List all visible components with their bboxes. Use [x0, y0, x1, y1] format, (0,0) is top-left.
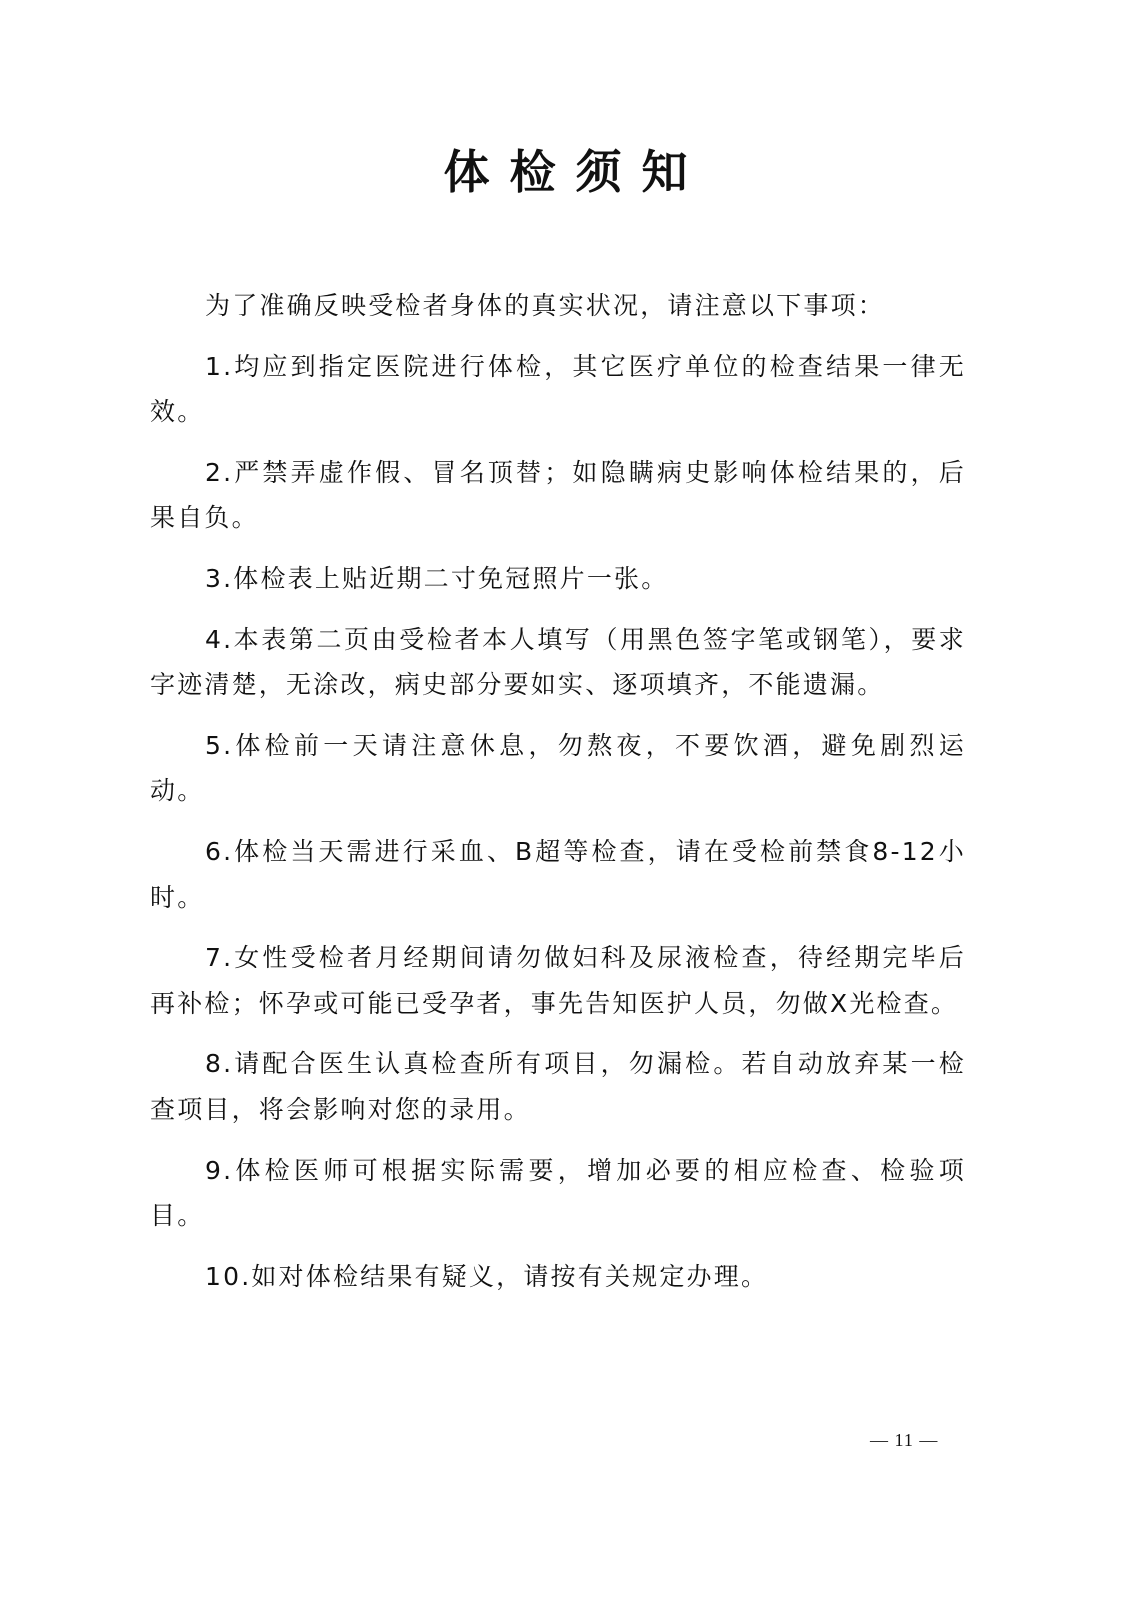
- notice-item-9: 9.体检医师可根据实际需要，增加必要的相应检查、检验项目。: [150, 1155, 966, 1231]
- notice-item-4: 4.本表第二页由受检者本人填写（用黑色签字笔或钢笔），要求字迹清楚，无涂改，病史部分要如实、逐项填齐，不能遗漏。: [150, 624, 966, 700]
- intro-paragraph: 为了准确反映受检者身体的真实状况，请注意以下事项：: [205, 291, 886, 320]
- notice-item-7: 7.女性受检者月经期间请勿做妇科及尿液检查，待经期完毕后再补检；怀孕或可能已受孕者，事先告知医护人员，勿做X光检查。: [150, 943, 966, 1018]
- notice-item-3: 3.体检表上贴近期二寸免冠照片一张。: [205, 563, 669, 593]
- notice-body: [150, 283, 966, 1314]
- notice-item-8: 8.请配合医生认真检查所有项目，勿漏检。若自动放弃某一检查项目，将会影响对您的录用。: [150, 1049, 966, 1124]
- notice-item-5: 5.体检前一天请注意休息，勿熬夜，不要饮酒，避免剧烈运动。: [150, 730, 966, 806]
- notice-item-2: 2.严禁弄虚作假、冒名顶替；如隐瞒病史影响体检结果的，后果自负。: [150, 457, 966, 533]
- notice-item-10: 10.如对体检结果有疑义，请按有关规定办理。: [205, 1261, 769, 1291]
- page-number: — 11 —: [870, 1430, 939, 1450]
- notice-item-1: 1.均应到指定医院进行体检，其它医疗单位的检查结果一律无效。: [150, 351, 966, 427]
- page-title: 体检须知: [443, 145, 708, 199]
- notice-item-6: 6.体检当天需进行采血、B超等检查，请在受检前禁食8-12小时。: [150, 836, 966, 912]
